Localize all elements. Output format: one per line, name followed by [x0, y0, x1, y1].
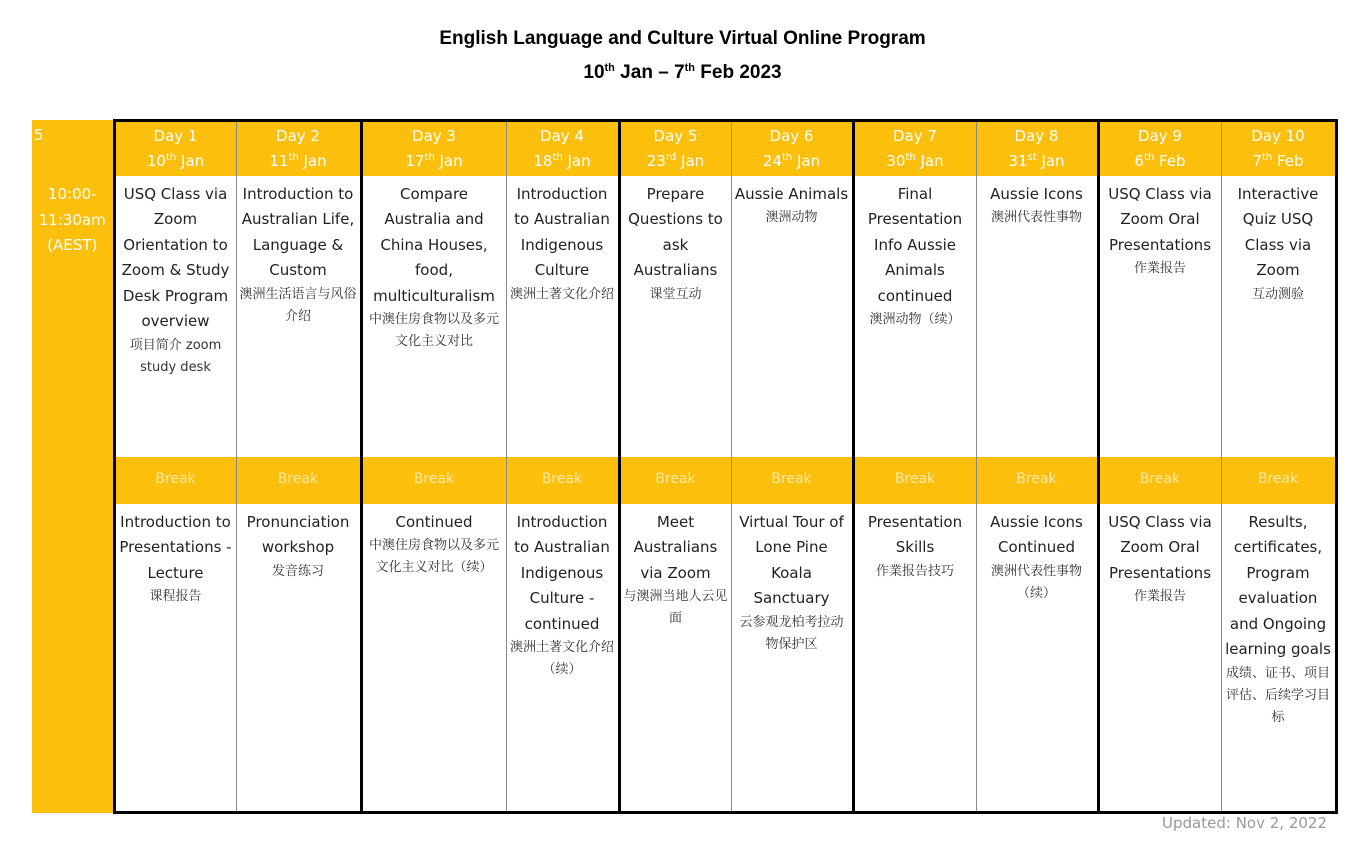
day-month: Jan	[915, 152, 944, 170]
day-label: Day 3	[412, 127, 456, 145]
session-title-cn: 澳洲土著文化介绍	[509, 286, 614, 302]
session-cell	[1098, 504, 1221, 813]
break-cell: Break	[1098, 457, 1221, 504]
day-month: Jan	[676, 152, 705, 170]
date-start-day: 10	[583, 62, 605, 83]
day-header	[361, 121, 506, 176]
session-title: Prepare Questions to ask Australians	[628, 184, 723, 279]
break-row	[32, 457, 1336, 504]
day-header	[1221, 121, 1336, 176]
session-cell	[114, 504, 236, 813]
session-cell	[236, 504, 361, 813]
session-cell	[976, 504, 1098, 813]
session-cell	[1221, 504, 1336, 813]
day-month: Jan	[176, 152, 205, 170]
session-title: Final Presentation Info Aussie Animals continued	[867, 184, 963, 305]
day-date-sup: rd	[665, 152, 677, 163]
session-title-cn: 云参观龙柏考拉动物保护区	[739, 614, 844, 652]
day-date-sup: th	[1143, 152, 1155, 163]
date-start-sup: th	[604, 62, 615, 74]
day-month: Jan	[434, 152, 463, 170]
schedule-table	[32, 119, 1336, 811]
session-title: USQ Class via Zoom Orientation to Zoom & Study Desk Program overview	[121, 184, 230, 330]
day-header	[731, 121, 853, 176]
session-title: Introduction to Australian Life, Language & Custom	[241, 184, 355, 279]
session-cell	[361, 176, 506, 457]
time-cell	[32, 176, 114, 457]
day-header	[236, 121, 361, 176]
session-cell	[853, 504, 976, 813]
session-cell	[731, 176, 853, 457]
day-label: Day 8	[1014, 127, 1059, 145]
session-cell	[976, 176, 1098, 457]
session-cell	[853, 176, 976, 457]
session-title: USQ Class via Zoom Oral Presentations	[1108, 184, 1212, 254]
session-cell	[1098, 176, 1221, 457]
day-date-sup: th	[165, 152, 177, 163]
session-title-cn: 澳洲土著文化介绍（续）	[509, 640, 614, 677]
morning-row	[32, 176, 1336, 457]
session-title-cn: 与澳洲当地人云见面	[623, 589, 728, 626]
afternoon-row	[32, 504, 1336, 813]
session-cell	[114, 176, 236, 457]
session-cell	[1221, 176, 1336, 457]
day-date-sup: th	[552, 152, 563, 163]
break-cell: Break	[236, 457, 361, 504]
session-title: Continued	[395, 512, 473, 531]
session-title: Introduction to Australian Indigenous Culture - continued	[514, 512, 610, 633]
session-cell	[361, 504, 506, 813]
break-cell: Break	[506, 457, 619, 504]
session-title: Interactive Quiz USQ Class via Zoom	[1237, 184, 1319, 279]
day-header	[853, 121, 976, 176]
session-title-cn: 澳洲动物	[765, 210, 818, 225]
session-title-cn: 澳洲生活语言与风俗介绍	[239, 286, 357, 324]
session-title: Meet Australians via Zoom	[633, 512, 718, 582]
day-month: Feb	[1154, 152, 1186, 170]
session-title: Introduction to Australian Indigenous Culture	[514, 184, 610, 279]
day-date: 6	[1134, 152, 1144, 170]
session-title: Presentation Skills	[867, 512, 963, 556]
break-time-cell	[32, 457, 114, 504]
session-title: Results, certificates, Program evaluation and Ongoing learning goals	[1225, 512, 1331, 658]
day-header	[976, 121, 1098, 176]
time-line: 11:30am	[38, 210, 106, 229]
day-date-sup: th	[781, 152, 793, 163]
day-month: Jan	[792, 152, 821, 170]
day-month: Jan	[1036, 152, 1065, 170]
day-date: 18	[533, 152, 553, 170]
day-header	[114, 121, 236, 176]
session-title-cn: 中澳住房食物以及多元文化主义对比	[368, 312, 499, 349]
day-date-sup: th	[288, 152, 299, 163]
session-title: Aussie Icons	[990, 184, 1083, 203]
session-title-cn: 作業报告	[1133, 261, 1186, 276]
day-month: Jan	[298, 152, 327, 170]
session-title-cn: 成绩、证书、项目评估、后续学习目标	[1225, 665, 1330, 725]
session-title-cn: 作業报告	[1133, 589, 1186, 604]
session-cell	[506, 176, 619, 457]
program-title: English Language and Culture Virtual Online Program	[439, 28, 926, 49]
day-label: Day 5	[653, 127, 698, 145]
day-header	[1098, 121, 1221, 176]
break-cell: Break	[976, 457, 1098, 504]
break-cell: Break	[731, 457, 853, 504]
day-date: 31	[1008, 152, 1028, 170]
updated-note: Updated: Nov 2, 2022	[1162, 814, 1327, 832]
session-title-cn: 澳洲代表性事物	[990, 210, 1082, 225]
session-title: Introduction to Presentations - Lecture	[119, 512, 232, 582]
session-title-cn: 发音练习	[271, 563, 324, 579]
session-title: USQ Class via Zoom Oral Presentations	[1108, 512, 1212, 582]
date-end-rest: Feb 2023	[695, 62, 782, 83]
time-line: 10:00-	[47, 185, 97, 203]
day-date-sup: st	[1027, 152, 1037, 163]
break-cell: Break	[1221, 457, 1336, 504]
day-date: 23	[646, 152, 666, 170]
day-date-sup: th	[1261, 152, 1273, 163]
program-dates	[0, 60, 1355, 86]
date-mid: Jan – 7	[614, 62, 685, 83]
day-label: Day 2	[276, 127, 320, 145]
day-month: Feb	[1272, 152, 1304, 170]
day-date: 30	[886, 152, 906, 170]
time-line: (AEST)	[47, 236, 98, 254]
day-date: 10	[146, 152, 166, 170]
break-cell: Break	[853, 457, 976, 504]
document-title	[0, 26, 1355, 86]
day-label: Day 4	[540, 127, 584, 145]
session-cell	[731, 504, 853, 813]
session-cell	[506, 504, 619, 813]
session-title-cn: 中澳住房食物以及多元文化主义对比（续）	[368, 538, 499, 575]
day-label: Day 10	[1251, 127, 1305, 145]
day-header	[506, 121, 619, 176]
day-header	[619, 121, 731, 176]
session-title: Virtual Tour of Lone Pine Koala Sanctuary	[739, 512, 844, 607]
session-title: Aussie Animals	[734, 184, 849, 203]
session-title-cn: 作業报告技巧	[875, 563, 954, 579]
session-title-cn: 项目简介 zoom study desk	[129, 337, 222, 375]
session-title-cn: 澳洲代表性事物（续）	[990, 563, 1082, 601]
day-month: Jan	[562, 152, 591, 170]
session-cell	[619, 176, 731, 457]
break-cell: Break	[361, 457, 506, 504]
session-title: Aussie Icons Continued	[990, 512, 1083, 556]
day-date-sup: th	[424, 152, 435, 163]
session-title-cn: 互动测验	[1251, 286, 1304, 302]
session-title-cn: 课程报告	[149, 589, 202, 604]
day-label: Day 1	[153, 127, 198, 145]
session-cell	[236, 176, 361, 457]
time-cell	[32, 504, 114, 813]
day-date: 11	[269, 152, 289, 170]
session-title-cn: 课堂互动	[649, 286, 702, 302]
corner-cell: 5	[32, 121, 114, 176]
day-date: 24	[762, 152, 782, 170]
day-label: Day 7	[893, 127, 937, 145]
session-cell	[619, 504, 731, 813]
break-cell: Break	[619, 457, 731, 504]
session-title: Pronunciation workshop	[246, 512, 350, 556]
date-end-sup: th	[684, 62, 696, 74]
day-date-sup: th	[905, 152, 916, 163]
day-label: Day 9	[1138, 127, 1182, 145]
session-title-cn: 澳洲动物（续）	[869, 312, 961, 327]
day-label: Day 6	[769, 127, 814, 145]
session-title: Compare Australia and China Houses, food, multiculturalism	[373, 184, 495, 305]
day-date: 7	[1252, 152, 1262, 170]
day-date: 17	[405, 152, 425, 170]
break-cell: Break	[114, 457, 236, 504]
header-row	[32, 121, 1336, 176]
